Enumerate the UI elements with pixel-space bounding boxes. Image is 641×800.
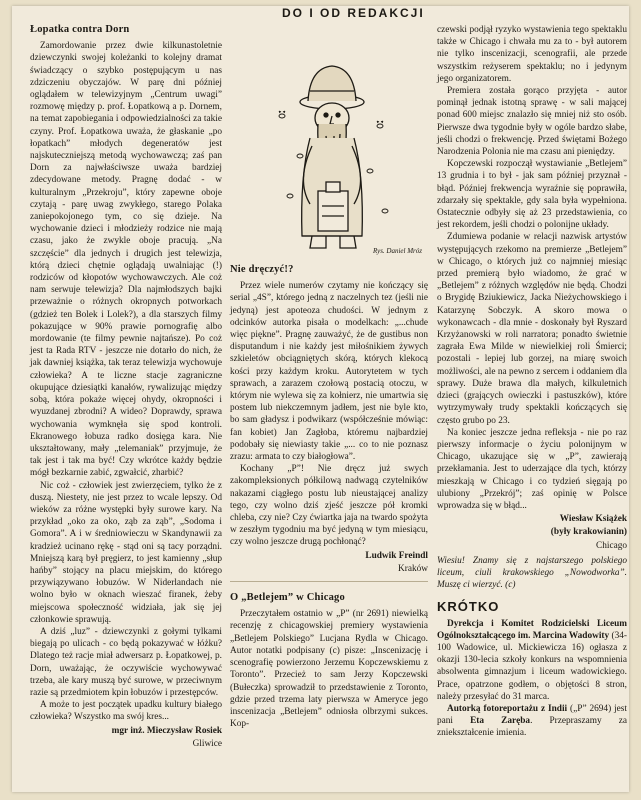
signature: Wiesław Książek — [559, 514, 627, 525]
paragraph: Kochany „P”! Nie dręcz już swych zakompleksionych półkilową nadwagą czytelników nakazami ciągłego postu lub nieustającej analizy tego, czy wolno dziś zjeść jeszcze pół kromki chleba, czy nie? Czy ćwiartka jaja na twardo spożyta w zeszłym tygodniu ma być jedyną w tym miesiącu, czy wolno jeszcze drugą pochłonąć? — [230, 464, 428, 548]
krotko-item-name: Eta Zaręba — [470, 716, 531, 727]
letter-title-lopatka: Łopatka contra Dorn — [30, 24, 130, 35]
signature: mgr inż. Mieczysław Rosiek — [111, 725, 222, 736]
illustration-credit: Rys. Daniel Mróz — [372, 247, 422, 255]
paragraph: Przeczytałem ostatnio w „P” (nr 2691) niewielką recenzję z chicagowskiej premiery wystawienia „Betlejem Polskiego” Lucjana Rydla w Chicago. Autor notatki podpisany (c) pisze: „Inscenizację i scenografię powierzono Jerzemu Kopczewskiemu z Toronto”. Przecież to sam Jerzy Kopczewski (Bułeczka) sprowadził to przedstawienie z Toronto, gdzie przed trzema laty pierwsza w Ameryce jego inscenizacja „Betlejem” odniosła olbrzymi sukces. Kop- — [230, 609, 428, 730]
paragraph: Przez wiele numerów czytamy nie kończący się serial „4S”, którego jedną z naczelnych tez (jeśli nie jedyną) jest apoteoza chudości. W jednym z odcinków autorka pisała o modelkach: „...chude więc piękne”. Pragnę zauważyć, że de gustibus non disputandum i nie każdy jest miłośnikiem żywych szkieletów obciągniętych skórą, których klekocą kości przy każdym kroku. Autorytetem w tych sprawach, a zarazem czołową postacią otoczu, w którym nie wylewa się za kołnierz, nie umartwia się postem lub niekczemnym jadłem, jest nie byle kto, bo sam gładysz i podwikarz (współcześnie mówiąc: fan kobiet) Jan Zagłoba, któremu najbardziej podobały się niewiasty takie „... co to nie poznasz zrazu: armata to czy białogłowa”. — [230, 281, 428, 463]
editor-note: Wiesiu! Znamy się z najstarszego polskiego liceum, ciuli krakowskiego „Nowodworka”. Muszę ci wierzyć. (c) — [437, 555, 627, 591]
paragraph: Kopczewski rozpoczął wystawianie „Betlejem” 13 grudnia i to był - jak sam później przyznał - błąd. Później frekwencja wyraźnie się poprawiła, zdarzały się spektakle, gdy sala była wypełniona. Ostatecznie odbyły się aż 23 przedstawienia, co jest rekordem, jeśli chodzi o polonijne układy. — [437, 159, 627, 231]
paragraph: Zdumiewa podanie w relacji nazwisk artystów występujących rzekomo na premierze „Betlejem” w Chicago, o których już co najmniej miesiąc przed premierą było wiadomo, że grać w „Betlejem” z różnych względów nie będą. Chodzi o Brygidę Bziukiewicz, Jacka Nieżychowskiego i Katarzynę Sobczyk. A skoro mowa o wykonawcach - dla mnie - doskonały był Ryszard Krzyżanowski w roli narratora; ponadto świetnie zagrała Ewa Milde w niewielkiej roli Śmierci; pozostali - lepiej lub gorzej, na miarę swoich możliwości, ale na pewno z sercem i oddaniem dla sprawy. Duże brawa dla małych, kilkuletnich dzieci (grających owieczki i pastuszków), które wytrzymywały trudy spektakli kończących się często grubo po 23. — [437, 232, 627, 426]
krotko-item — [437, 618, 627, 703]
paragraph: A dziś „luz” - dziewczynki z gołymi tylkami biegają po ulicach - co będą pokazywać w łóżku? Dlatego też racje miał adwersarz p. Łopatkowej, p. Dorn, uważając, że oczywiście wychowywać trzeba, ale kary muszą być surowe, w przeciwnym razie są przedmiotem kpin łobuzów i przestępców. — [30, 626, 222, 698]
letter-nie-dreczyc-column — [230, 264, 428, 730]
beekeeper-drawing-icon — [230, 6, 428, 261]
signature-location: Chicago — [596, 540, 627, 551]
krotko-item-lead: Dyrekcja i Komitet Rodzicielski Liceum Ogólnokształcącego im. Marcina Wadowity — [437, 618, 627, 641]
letter-lopatka-column — [30, 24, 222, 750]
signature: Ludwik Freindl — [365, 550, 428, 561]
divider — [230, 581, 428, 582]
paragraph: A może to jest początek upadku kultury białego człowieka? Wszystko ma swój kres... — [30, 700, 222, 723]
paragraph: Na koniec jeszcze jedna refleksja - nie po raz pierwszy informacje o życiu polonijnym w Chicago, ukazujące się w „P”, zawierają przekłamania. Jest to uderzające dla tych, którzy mieszkają w Chicago i co tydzień sięgają po ulubiony „Przekrój”; zaś opinię w Polsce wprowadza się w błąd... — [437, 427, 627, 511]
krotko-item — [437, 703, 627, 740]
section-title: DO I OD REDAKCJI — [282, 6, 425, 20]
krotko-item-lead: Autorką fotoreportażu z Indii — [447, 703, 568, 714]
letter-title-betlejem: O „Betlejem” w Chicago — [230, 592, 345, 604]
krotko-item-text: (34-100 Wadowice, ul. Mickiewicza 16) ogłasza z okazji 130-lecia szkoły konkurs na wspomnienia absolwenta gimnazjum i liceum wadowickiego. Prace, opatrzone godłem, o objętości 8 stron, należy przesyłać do 31 marca. — [437, 630, 627, 702]
krotko-item-text: („P” 2694) jest pani — [437, 703, 627, 727]
magazine-page — [12, 6, 629, 792]
krotko-item-text-end: . Przepraszamy za zniekształcenie imienia. — [437, 716, 627, 739]
krotko-heading: KRÓTKO — [437, 599, 500, 615]
illustration-panel — [230, 6, 428, 261]
paragraph: czewski podjął ryzyko wystawienia tego spektaklu także w Chicago i chwała mu za to - był autorem nie tylko inscenizacji, scenografii, ale przede wszystkim reżyserem spektaklu; no i jedynym jego organizatorem. — [437, 25, 627, 84]
paragraph: Zamordowanie przez dwie kilkunastoletnie dziewczynki swojej koleżanki to kolejny dramat świadczący o szybko postępującym u nas zdziczeniu obyczajów. W parę dni później oglądałem w telewizyjnym „Centrum uwagi” rozmowę między p. prof. Łopatkową a p. Dornem, na temat zapobiegania i odpowiedzialności za takie czyny. Prof. Łopatkowa uważa, że głaskanie „po łopatkach” młodych degeneratów jest najskuteczniejszą metodą wychowawczą; zaś pan Dorn za najwłaściwsze uważa bardziej zdecydowane metody. Pragnę dodać - w kulturalnym „Przekroju”, który zapewne oboje czytają - parę uwag zwykłego, starego Polaka zaniepokojonego tym, co się dzieje. Na wychowanie dzieci i młodzieży rodzice nie mają czasu, jako że zwykle oboje pracują. „Na szczęście” dla jednych i drugich jest telewizja, którą dzieci chętnie oglądają uwalniając (!) rodziców od kłopotów wychowawczych. Ale coż nam serwuje telewizja? Dla najmłodszych bajki przeważnie o różnych okropnych potworkach (gdzież ten Bolek i Lolek?), a dla starszych filmy pokazujące w 90% prawie pornografię albo mordowanie (te filmy pewnie najtańsze). Po coż jest ta Rada RTV - jeszcze nie dotarło do nich, że jak dawniej książka, tak teraz telewizja wychowuje człowieka? A te liczne stacje zagraniczne okupujące dziesiątki kanałów, rywalizując między sobą, która pokaże więcej ohydy, okropności i wyuzdanej zbrodni? A wideo? Doprawdy, sprawa wychowania wymknęła się spod kontroli. Ekranowego łobuza radko dosięga kara. Nie ukształtowany, mały „telemaniak” przyjmuje, że tak jest i tak ma być! Czy wkrótce każdy będzie mógł bezkarnie zabić, zgwałcić, zharbić? — [30, 41, 222, 479]
letter-continuation-column — [437, 24, 627, 740]
paragraph: Nic coż - człowiek jest zwierzęciem, tylko że z duszą. Niestety, nie jest przez to wcale lepszy. Od wieków za różne występki były surowe kary. Na przykład „oko za oko, ząb za ząb”, „Sodoma i Gomora”. A i w średniowieczu w Skandynawii za kradzież ucinano rękę - stąd oni są tacy porządni. Mniejszą karą był pręgierz, to jest kamienny „słup hańby” stojący na placu miejskim, do którego przywiązywano łobuzów. W Niderlandach nie wolno było w oknach wieszać firanek, żeby miejscowa społeczność widziała, jak się jej członkowie sprawują. — [30, 480, 222, 625]
signature-location: Kraków — [398, 563, 428, 574]
paragraph: Premiera została gorąco przyjęta - autor pominął jednak istotną sprawę - w sali mającej ponad 600 miejsc znalazło się mniej niż sto osób. Pierwsze dwa tygodnie były w ogóle bardzo słabe, jeśli chodzi o frekwencję. Przed świętami Bożego Narodzenia Polonia nie ma czasu ani pieniędzy. — [437, 86, 627, 158]
letter-title-nie-dreczyc: Nie dręczyć!? — [230, 264, 294, 275]
signature-note: (były krakowianin) — [550, 527, 627, 538]
signature-location: Gliwice — [192, 738, 222, 749]
